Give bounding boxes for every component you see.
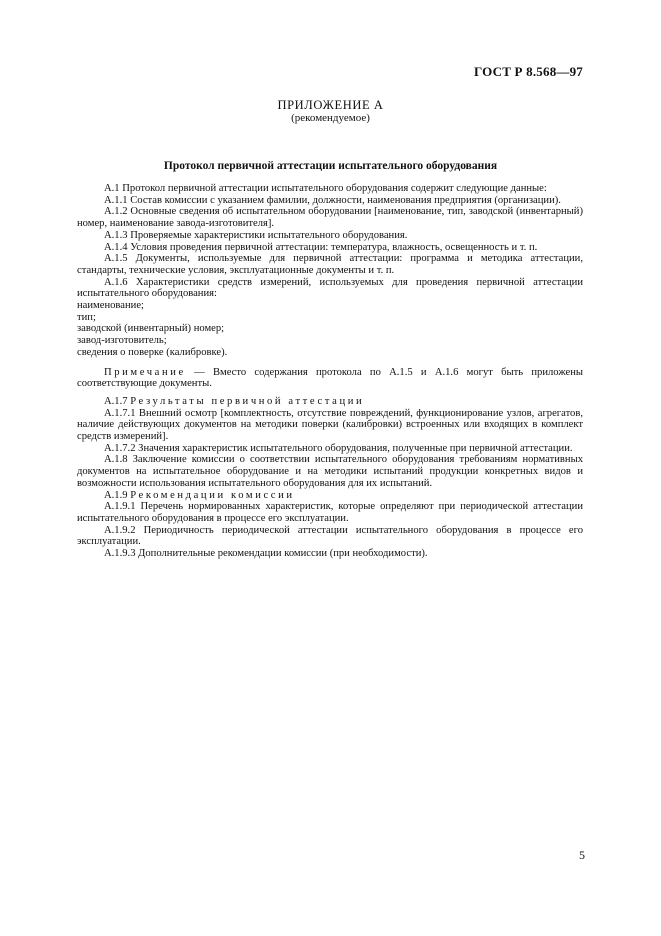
appendix-subtitle: (рекомендуемое) [291,112,370,124]
page-number: 5 [579,848,585,862]
note-label: Примечание [104,366,186,378]
paragraph-a1-9-3: А.1.9.3 Дополнительные рекомендации комиссии (при необходимости). [104,548,428,560]
paragraph-a1-5: А.1.5 Документы, используемые для первичной аттестации: программа и методика аттестации, стандарты, технические условия, эксплуатационные документы и т. п. [77,253,583,276]
section-a1-7-title: Результаты первичной аттестации [130,395,365,407]
list-item: завод-изготовитель; [77,335,167,347]
paragraph-a1-9-1: А.1.9.1 Перечень нормированных характеристик, которые определяют при периодической аттестации испытательного оборудования в процессе его эксплуатации. [77,501,583,524]
paragraph-a1-1: А.1.1 Состав комиссии с указанием фамилии, должности, наименования предприятия (организации). [104,194,561,206]
paragraph-a1-7-1: А.1.7.1 Внешний осмотр [комплектность, отсутствие повреждений, функционирование узлов, агрегатов, наличие действующих документов на методики поверки (калибровки) встроенных или входящих в комплект средств измерений]. [77,407,583,443]
list-item: тип; [77,311,96,323]
standard-number: ГОСТ Р 8.568—97 [474,64,583,79]
note [77,367,583,390]
list-item: сведения о поверке (калибровке). [77,346,228,358]
document-body [77,183,583,560]
paragraph-a1-6: А.1.6 Характеристики средств измерений, используемых для проведения первичной аттестации испытательного оборудования: [77,276,583,300]
paragraph-a1-2: А.1.2 Основные сведения об испытательном оборудовании [наименование, тип, заводской (инвентарный) номер, наименование завода-изготовителя]. [77,206,583,230]
section-a1-9-heading: А.1.9 Рекомендации комиссии [104,489,295,501]
list-item: наименование; [77,300,144,312]
paragraph-a1-9-2: А.1.9.2 Периодичность периодической аттестации испытательного оборудования в процессе его эксплуатации. [77,524,583,548]
paragraph-a1-7-2: А.1.7.2 Значения характеристик испытательного оборудования, полученные при первичной аттестации. [104,442,573,454]
appendix-heading [0,98,661,125]
section-a1-9-title: Рекомендации комиссии [130,489,295,501]
paragraph-a1-3: А.1.3 Проверяемые характеристики испытательного оборудования. [104,229,408,241]
paragraph-a1-4: А.1.4 Условия проведения первичной аттестации: температура, влажность, освещенность и т. п. [104,241,538,253]
paragraph-a1-8: А.1.8 Заключение комиссии о соответствии испытательного оборудования требованиям нормативных документов на испытательное оборудование и на методики испытаний продукции конкретных видов и возможности использования испытательного оборудования для их испытаний. [77,454,583,489]
document-title: Протокол первичной аттестации испытательного оборудования [163,160,498,172]
paragraph-a1: А.1 Протокол первичной аттестации испытательного оборудования содержит следующие данные: [104,183,547,194]
section-a1-7-heading: А.1.7 Результаты первичной аттестации [104,395,365,407]
appendix-title: ПРИЛОЖЕНИЕ А [277,98,384,112]
list-item: заводской (инвентарный) номер; [77,323,225,335]
note-text: — Вместо содержания протокола по А.1.5 и А.1.6 могут быть приложены соответствующие документы. [77,366,583,390]
